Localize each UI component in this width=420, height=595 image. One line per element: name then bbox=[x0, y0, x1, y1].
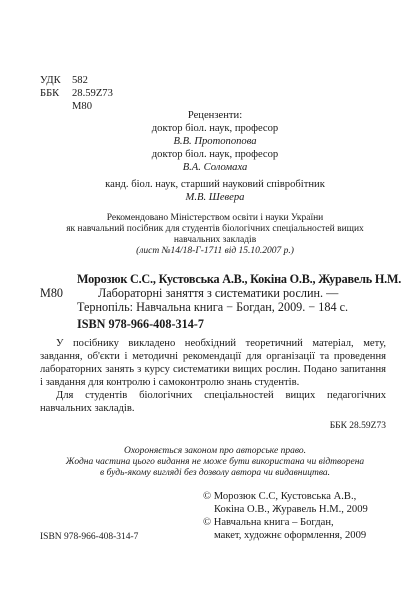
copyright-notice-line-2: Жодна частина цього видання не може бути використана чи відтворена bbox=[65, 457, 365, 467]
recommendation-letter: (лист №14/18-Г-1711 від 15.10.2007 р.) bbox=[136, 246, 294, 256]
abstract-bbk: ББК 28.59Z73 bbox=[329, 421, 386, 431]
footer-copyrights bbox=[203, 490, 403, 542]
record-title-line-2: Тернопіль: Навчальна книга − Богдан, 2009. − 184 с. bbox=[77, 300, 349, 314]
reviewer-3-block bbox=[40, 178, 390, 204]
udk-value: 582 bbox=[72, 75, 88, 86]
reviewer-2-name: В.А. Соломаха bbox=[182, 162, 248, 173]
udk-label: УДК bbox=[40, 75, 61, 86]
footer-isbn: ISBN 978-966-408-314-7 bbox=[40, 532, 139, 542]
copyright-notice-line-3: в будь-якому вигляді без дозволу автора чи видавництва. bbox=[99, 468, 331, 478]
recommendation-block bbox=[40, 213, 390, 257]
abstract-paragraph-1: У посібнику викладено необхідний теоретичний матеріал, мету, завдання, об'єкти і методичні рекомендації для організації та проведення лабораторних занять з курсу систематики вищих рослин. Подано запитання і завдання для контролю і самоконтролю знань студентів. bbox=[40, 338, 386, 388]
recommendation-line-2: як навчальний посібник для студентів біологічних спеціальностей вищих bbox=[66, 224, 364, 234]
record-authors: Морозюк С.С., Кустовська А.В., Кокіна О.В., Журавель Н.М. bbox=[77, 272, 402, 286]
abstract-paragraph-2: Для студентів біологічних спеціальностей вищих педагогічних навчальних закладів. bbox=[40, 390, 386, 414]
udk-bbk-block bbox=[40, 74, 160, 113]
bibliographic-record bbox=[40, 272, 410, 331]
recommendation-line-3: навчальних закладів bbox=[173, 235, 257, 245]
reviewer-3-name: М.В. Шевера bbox=[185, 192, 245, 203]
reviewers-block bbox=[100, 109, 330, 174]
copyright-2-line-1: © Навчальна книга – Богдан, bbox=[203, 517, 334, 528]
record-title-line-1: Лабораторні заняття з систематики рослин. — bbox=[98, 286, 339, 300]
record-isbn: ISBN 978-966-408-314-7 bbox=[77, 317, 204, 331]
copyright-1-line-1: © Морозюк С.С, Кустовська А.В., bbox=[203, 491, 357, 502]
recommendation-line-1: Рекомендовано Міністерством освіти і науки України bbox=[106, 213, 324, 223]
copyright-1-line-2: Кокіна О.В., Журавель Н.М., 2009 bbox=[214, 504, 368, 515]
bbk-label: ББК bbox=[40, 88, 60, 99]
copyright-notice-line-1: Охороняється законом про авторське право. bbox=[124, 446, 306, 456]
bbk-value: 28.59Z73 bbox=[72, 88, 113, 99]
reviewer-1-title: доктор біол. наук, професор bbox=[151, 123, 279, 134]
reviewer-3-title: канд. біол. наук, старший науковий співробітник bbox=[105, 179, 325, 190]
reviewer-1-name: В.В. Протопопова bbox=[173, 136, 257, 147]
copyright-notice bbox=[40, 446, 390, 479]
record-code: М80 bbox=[40, 286, 64, 300]
copyright-2-line-2: макет, художнє оформлення, 2009 bbox=[214, 530, 367, 541]
reviewer-2-title: доктор біол. наук, професор bbox=[151, 149, 279, 160]
abstract-block bbox=[40, 337, 386, 433]
bbk-code: М80 bbox=[72, 101, 93, 112]
reviewers-heading: Рецензенти: bbox=[187, 110, 243, 121]
